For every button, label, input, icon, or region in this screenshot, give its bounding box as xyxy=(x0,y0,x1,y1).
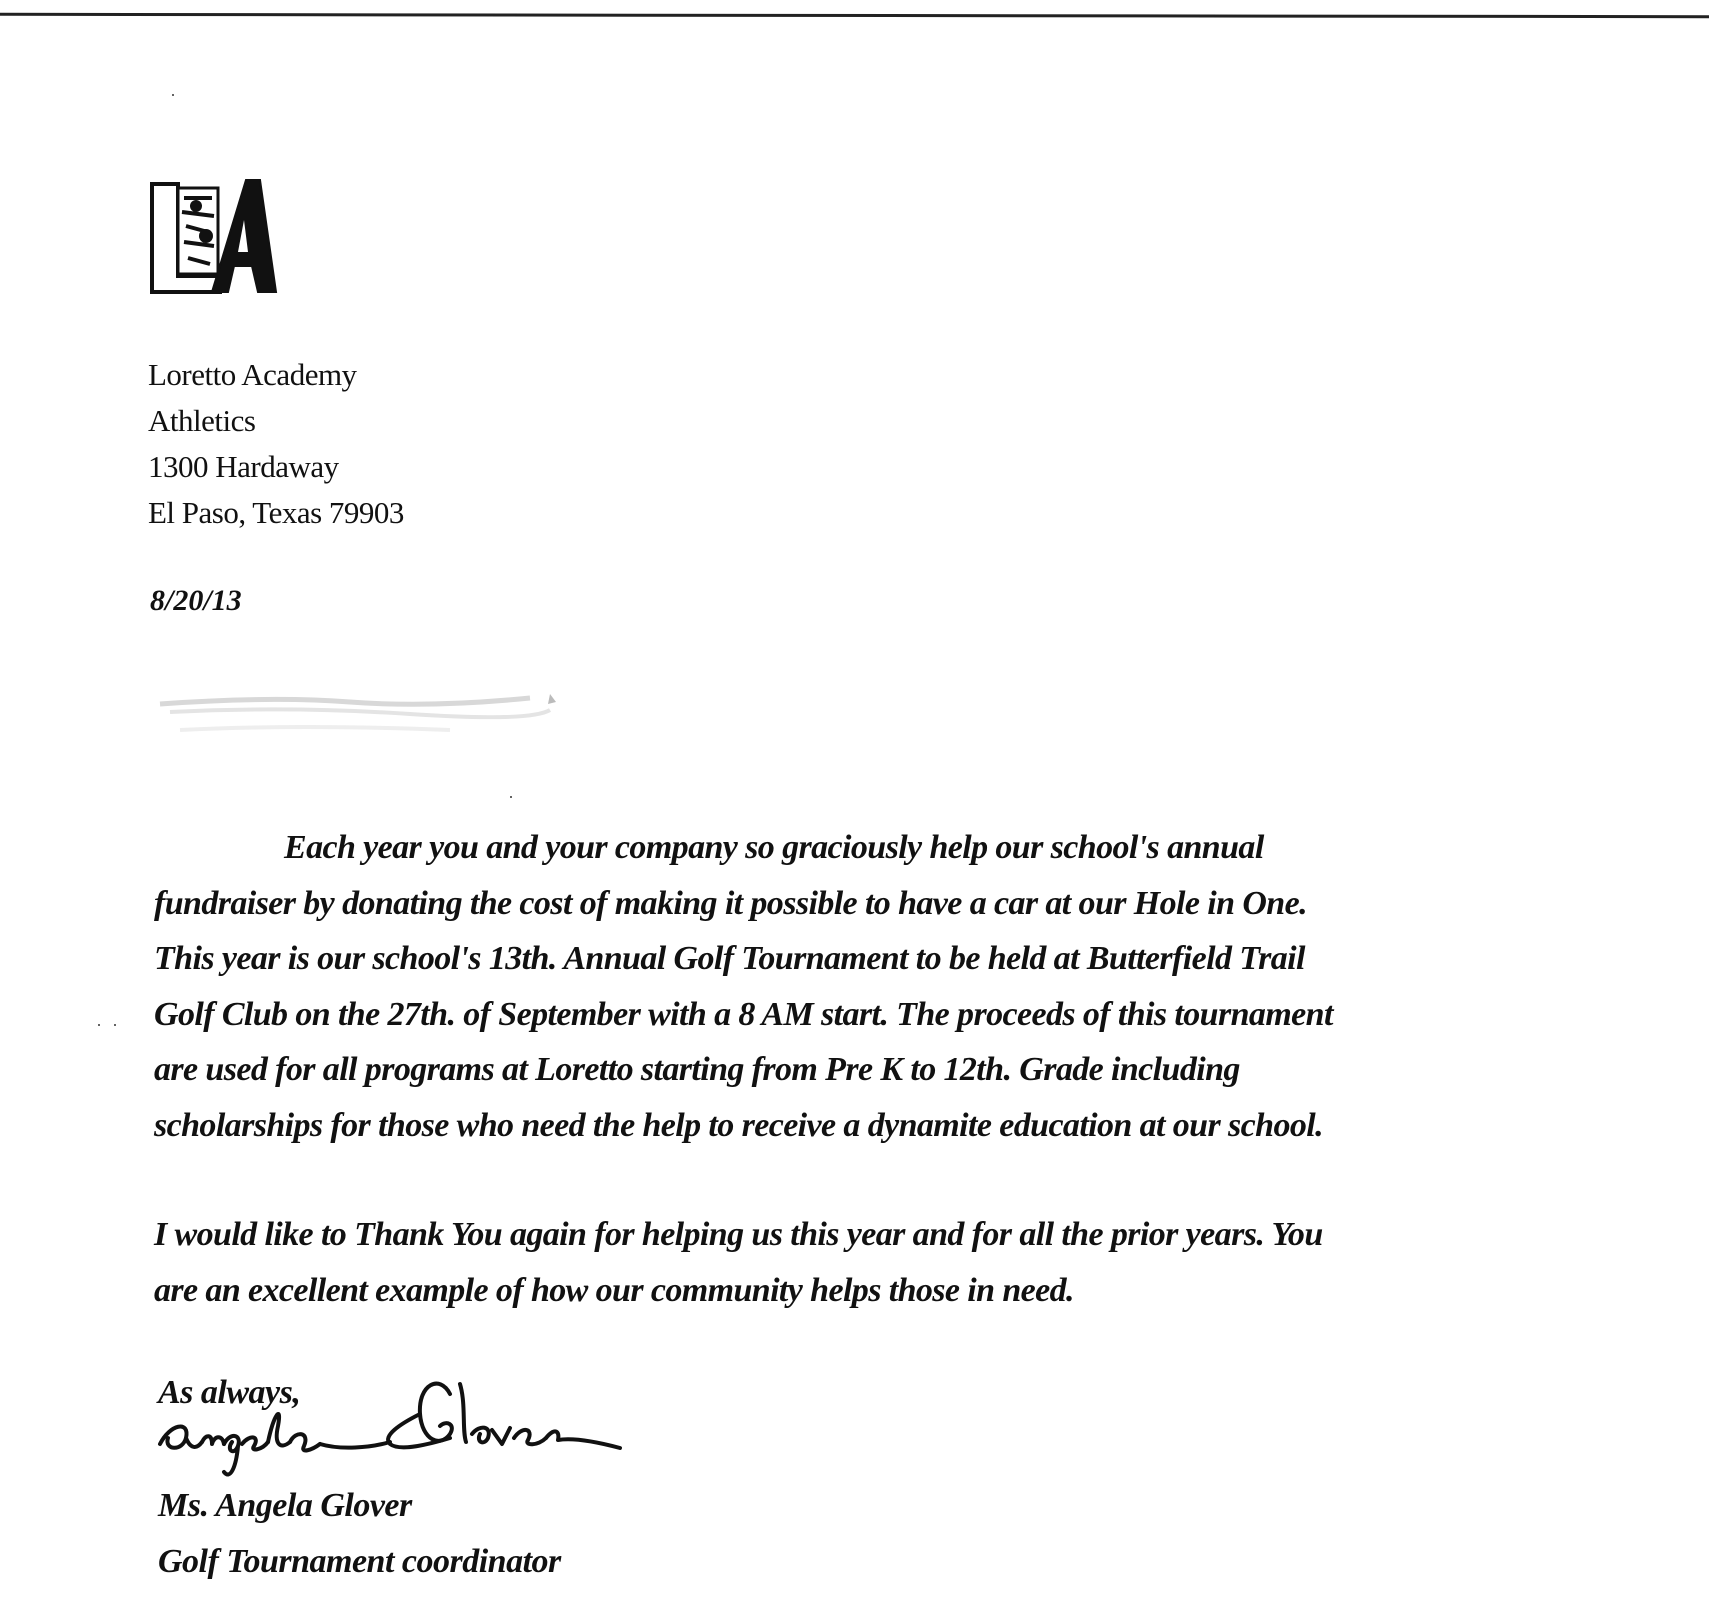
letter-body xyxy=(154,820,1689,1318)
body-line: are an excellent example of how our community helps those in need. xyxy=(154,1271,1074,1309)
paragraph-1 xyxy=(154,820,1689,1153)
letter-date: 8/20/13 xyxy=(150,584,242,617)
body-line: I would like to Thank You again for helping us this year and for all the prior years. You xyxy=(154,1216,1323,1253)
address-line-street: 1300 Hardaway xyxy=(148,449,339,484)
signer-name: Ms. Angela Glover xyxy=(158,1487,412,1524)
redacted-recipient xyxy=(150,690,570,750)
top-rule xyxy=(0,13,1709,18)
closing-salutation: As always, xyxy=(158,1374,301,1411)
scan-speck xyxy=(510,796,512,798)
scan-speck xyxy=(98,1024,100,1026)
body-line: Each year you and your company so graciously help our school's annual xyxy=(284,829,1264,866)
address-line-city: El Paso, Texas 79903 xyxy=(148,495,404,530)
scan-speck xyxy=(172,94,174,96)
body-line: scholarships for those who need the help to receive a dynamite education at our school. xyxy=(154,1106,1323,1144)
address-line-org: Loretto Academy xyxy=(148,357,357,392)
scan-speck xyxy=(114,1024,116,1026)
return-address xyxy=(148,352,404,536)
paragraph-2 xyxy=(154,1207,1689,1318)
handwritten-signature xyxy=(150,1364,650,1484)
signature-block xyxy=(158,1478,561,1590)
signer-title: Golf Tournament coordinator xyxy=(158,1543,561,1580)
address-line-dept: Athletics xyxy=(148,403,256,438)
body-line: This year is our school's 13th. Annual Golf Tournament to be held at Butterfield Trail xyxy=(154,940,1305,977)
body-line: are used for all programs at Loretto starting from Pre K to 12th. Grade including xyxy=(154,1051,1240,1088)
body-line: fundraiser by donating the cost of making it possible to have a car at our Hole in One. xyxy=(154,884,1307,922)
school-logo xyxy=(148,176,280,298)
body-line: Golf Club on the 27th. of September with a 8 AM start. The proceeds of this tournament xyxy=(154,995,1333,1033)
